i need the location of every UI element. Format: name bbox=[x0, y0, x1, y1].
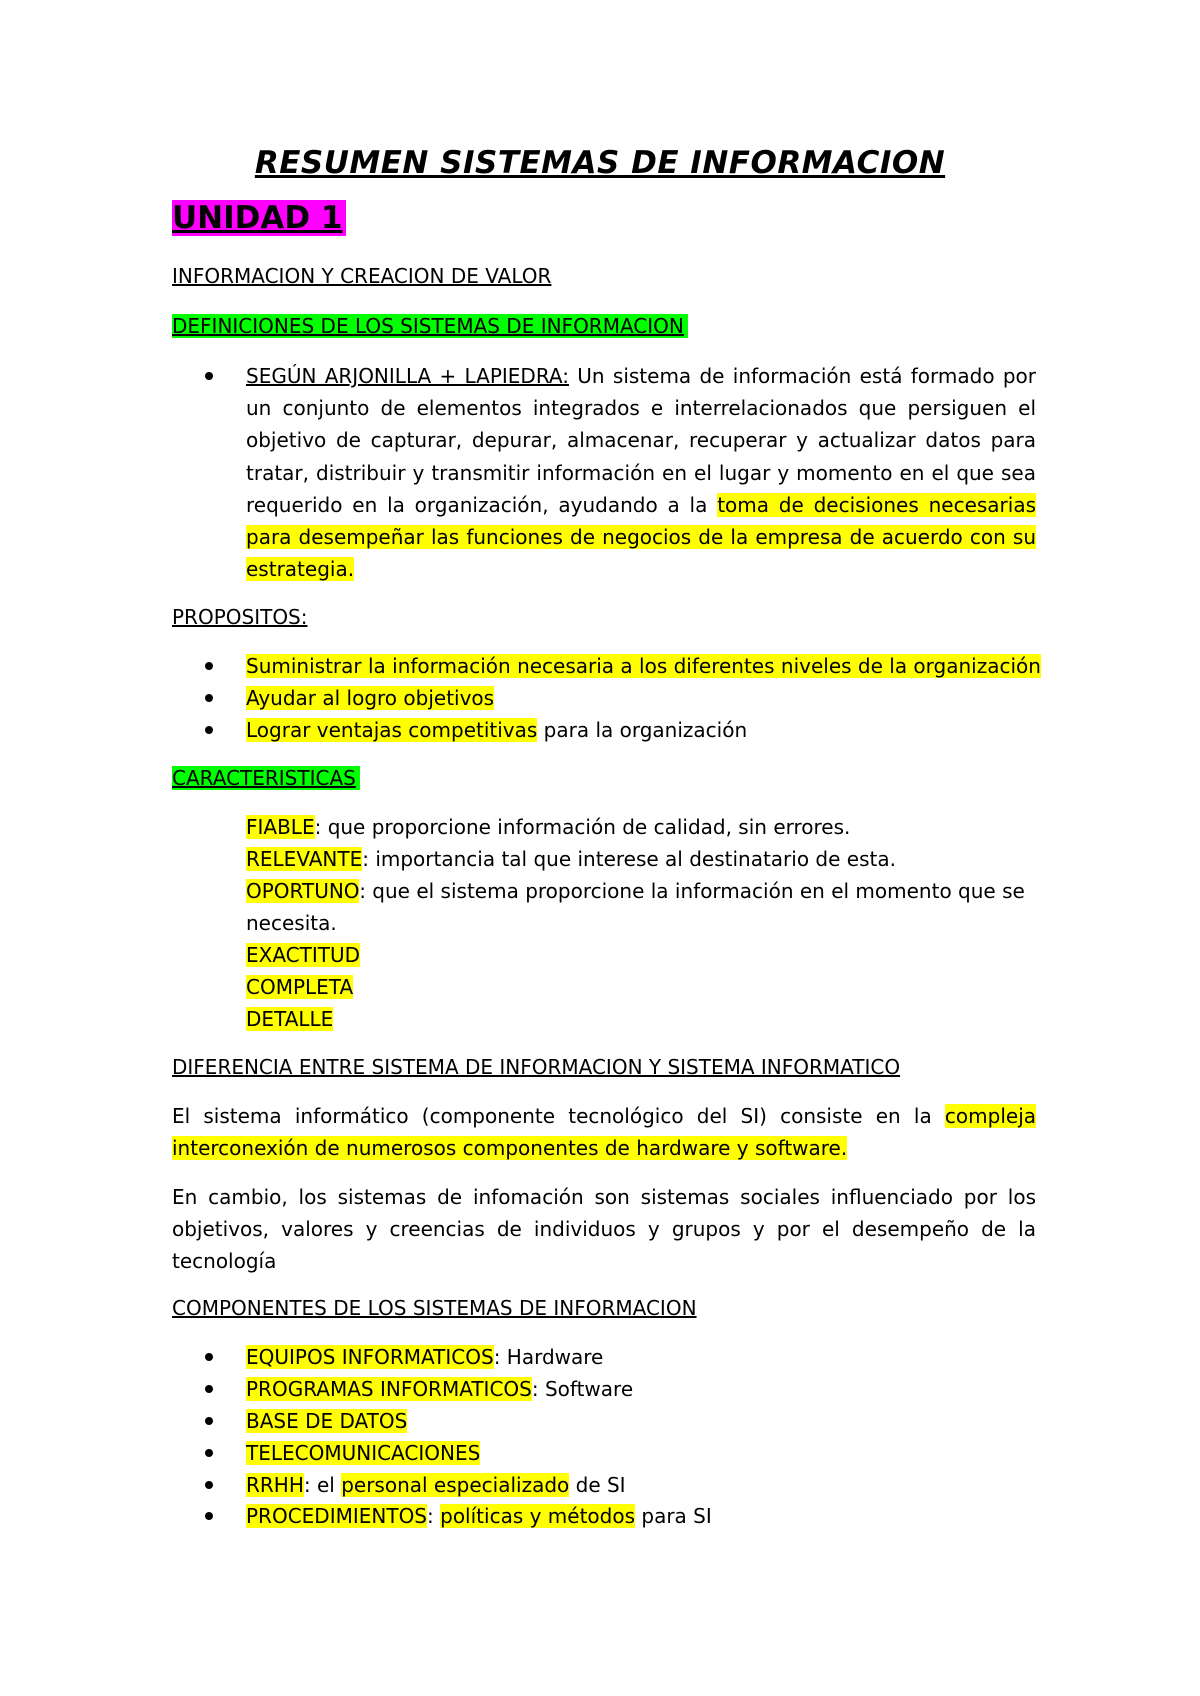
bullet-dot bbox=[205, 1417, 213, 1425]
proposito-item-1 bbox=[246, 650, 1041, 682]
oportuno-desc: : que el sistema proporcione la información en el momento que se bbox=[359, 879, 1025, 903]
exactitud-label: EXACTITUD bbox=[246, 943, 361, 967]
proposito-item-2 bbox=[246, 682, 494, 714]
section-heading-componentes: COMPONENTES DE LOS SISTEMAS DE INFORMACION bbox=[172, 1296, 697, 1320]
caracteristica-completa bbox=[246, 971, 353, 1003]
definition-label: SEGÚN ARJONILLA + LAPIEDRA: bbox=[246, 364, 569, 388]
componente-4-label: TELECOMUNICACIONES bbox=[246, 1441, 481, 1465]
section-heading-valor: INFORMACION Y CREACION DE VALOR bbox=[172, 264, 552, 288]
bullet-dot bbox=[205, 1353, 213, 1361]
componente-6-label: PROCEDIMIENTOS bbox=[246, 1504, 428, 1528]
bullet-dot bbox=[205, 1449, 213, 1457]
bullet-dot bbox=[205, 726, 213, 734]
section-heading-caracteristicas-text: CARACTERISTICAS bbox=[172, 766, 360, 790]
relevante-desc: : importancia tal que interese al destinatario de esta. bbox=[362, 847, 896, 871]
section-heading-propositos: PROPOSITOS: bbox=[172, 605, 308, 629]
caracteristica-detalle bbox=[246, 1003, 333, 1035]
fiable-desc: : que proporcione información de calidad, sin errores. bbox=[314, 815, 851, 839]
componente-5-rest: de SI bbox=[569, 1473, 626, 1497]
bullet-dot bbox=[205, 1385, 213, 1393]
unit-heading bbox=[172, 198, 346, 238]
proposito-1-text: Suministrar la información necesaria a los diferentes niveles de la organización bbox=[246, 654, 1041, 678]
componente-2-label: PROGRAMAS INFORMATICOS bbox=[246, 1377, 532, 1401]
definition-text: Un sistema de información está formado por un conjunto de elementos integrados e interrelacionados que persiguen el objetivo de capturar, depurar, almacenar, recuperar y actualizar datos para tratar, distribuir y transmitir información en el lugar y momento en el que sea requerido en la organización, ayudando a la bbox=[246, 364, 1037, 517]
proposito-3-highlight: Lograr ventajas competitivas bbox=[246, 718, 538, 742]
proposito-item-3 bbox=[246, 714, 747, 746]
proposito-2-text: Ayudar al logro objetivos bbox=[246, 686, 495, 710]
relevante-label: RELEVANTE bbox=[246, 847, 363, 871]
diferencia-p1-highlight: compleja interconexión de numerosos componentes de hardware y software. bbox=[172, 1104, 1037, 1161]
diferencia-paragraph-2: En cambio, los sistemas de infomación son sistemas sociales influenciado por los objetivos, valores y creencias de individuos y grupos y por el desempeño de la tecnología bbox=[172, 1185, 1036, 1274]
componente-6-mid: : bbox=[427, 1504, 441, 1528]
completa-label: COMPLETA bbox=[246, 975, 354, 999]
section-heading-diferencia: DIFERENCIA ENTRE SISTEMA DE INFORMACION Y SISTEMA INFORMATICO bbox=[172, 1055, 901, 1079]
componente-6-rest: para SI bbox=[635, 1504, 712, 1528]
section-heading-definiciones-text: DEFINICIONES DE LOS SISTEMAS DE INFORMACION bbox=[172, 314, 688, 338]
oportuno-label: OPORTUNO bbox=[246, 879, 360, 903]
componente-5-highlight: personal especializado bbox=[341, 1473, 570, 1497]
diferencia-paragraph-1 bbox=[172, 1100, 1036, 1164]
caracteristica-exactitud bbox=[246, 939, 360, 971]
detalle-label: DETALLE bbox=[246, 1007, 334, 1031]
componente-item-3 bbox=[246, 1405, 407, 1437]
componente-3-label: BASE DE DATOS bbox=[246, 1409, 408, 1433]
caracteristica-oportuno bbox=[246, 875, 1025, 907]
componente-1-rest: : Hardware bbox=[493, 1345, 604, 1369]
componente-item-5 bbox=[246, 1469, 626, 1501]
componente-item-6 bbox=[246, 1500, 712, 1532]
fiable-label: FIABLE bbox=[246, 815, 315, 839]
definition-paragraph bbox=[246, 360, 1036, 585]
componente-item-4 bbox=[246, 1437, 480, 1469]
document-title: RESUMEN SISTEMAS DE INFORMACION bbox=[254, 145, 946, 181]
section-heading-definiciones bbox=[172, 312, 688, 340]
proposito-3-rest: para la organización bbox=[537, 718, 748, 742]
definition-highlight: toma de decisiones necesarias para desempeñar las funciones de negocios de la empresa de acuerdo con su estrategia. bbox=[246, 492, 1036, 582]
caracteristica-relevante bbox=[246, 843, 896, 875]
componente-2-rest: : Software bbox=[531, 1377, 634, 1401]
bullet-dot bbox=[205, 1481, 213, 1489]
componente-6-highlight: políticas y métodos bbox=[440, 1504, 636, 1528]
componente-1-label: EQUIPOS INFORMATICOS bbox=[246, 1345, 494, 1369]
bullet-dot bbox=[205, 662, 213, 670]
unit-heading-text: UNIDAD 1 bbox=[172, 200, 346, 236]
bullet-dot bbox=[205, 372, 213, 380]
bullet-dot bbox=[205, 694, 213, 702]
caracteristica-fiable bbox=[246, 811, 850, 843]
componente-5-mid: : el bbox=[303, 1473, 342, 1497]
componente-item-1 bbox=[246, 1341, 603, 1373]
componente-item-2 bbox=[246, 1373, 633, 1405]
bullet-dot bbox=[205, 1512, 213, 1520]
section-heading-caracteristicas bbox=[172, 764, 360, 792]
componente-5-label: RRHH bbox=[246, 1473, 304, 1497]
diferencia-p1-text: El sistema informático (componente tecnológico del SI) consiste en la bbox=[172, 1104, 932, 1128]
caracteristica-oportuno-cont: necesita. bbox=[246, 911, 337, 935]
